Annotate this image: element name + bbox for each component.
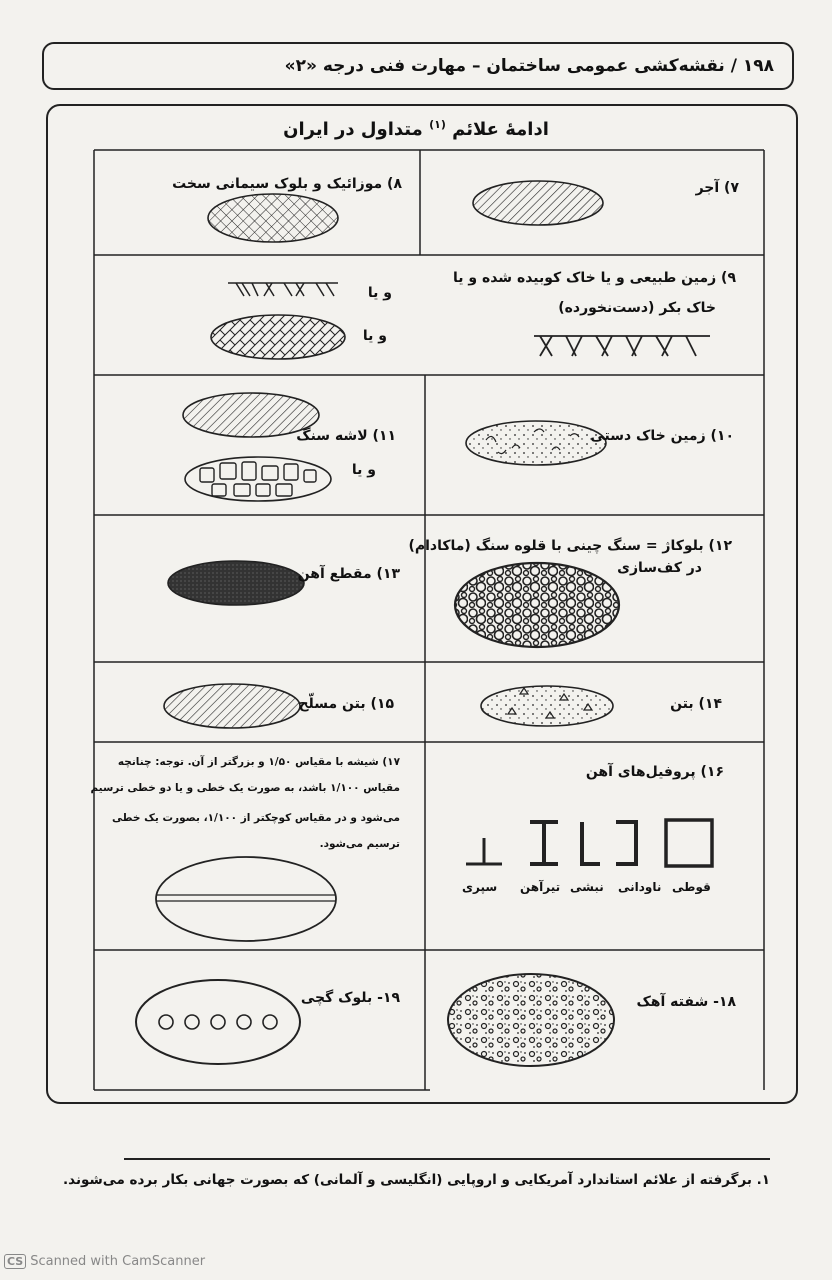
iron-section-symbol: [168, 561, 304, 605]
watermark-text: Scanned with CamScanner: [30, 1254, 206, 1269]
footnote-ref: (۱): [429, 118, 446, 131]
label-i-beam: تیرآهن: [520, 880, 561, 894]
label-or-2: و یا: [362, 328, 387, 344]
i-beam-profile: [530, 822, 558, 864]
footnote-text: ۱. برگرفته از علائم استاندارد آمریکایی و اروپایی (انگلیسی و آلمانی) که بصورت جهانی بکار برده می‌شوند.: [63, 1172, 770, 1188]
box-profile: [666, 820, 712, 866]
concrete-symbol: [481, 686, 613, 726]
rubble-stone-alt-symbol: [185, 457, 331, 501]
scanner-watermark: [4, 1254, 205, 1269]
label-channel: ناودانی: [618, 880, 662, 894]
label-mosaic: ۸) موزائیک و بلوک سیمانی سخت: [172, 176, 402, 192]
label-glass-2: مقیاس ۱/۱۰۰ باشد، به صورت یک خطی و یا دو خطی ترسیم: [90, 782, 400, 794]
label-reinforced-concrete: ۱۵) بتن مسلّح: [298, 696, 394, 712]
label-glass-4: ترسیم می‌شود.: [319, 838, 400, 850]
label-angle: نبشی: [570, 880, 604, 894]
label-or-1: و یا: [367, 285, 392, 301]
label-macadam-2: در کف‌سازی: [617, 560, 702, 576]
mosaic-symbol: [208, 194, 338, 242]
label-macadam-1: ۱۲) بلوکاژ = سنگ چینی با قلوه سنگ (ماکادام): [408, 538, 732, 554]
t-profile: [466, 838, 502, 864]
table-grid: [94, 150, 764, 1090]
label-glass-1: ۱۷) شیشه با مقیاس ۱/۵۰ و بزرگتر از آن. توجه: چنانچه: [117, 756, 400, 768]
section-title-suffix: متداول در ایران: [283, 119, 423, 140]
virgin-soil-symbol: [534, 336, 710, 356]
channel-profile: [616, 822, 636, 864]
label-iron-section: ۱۳) مقطع آهن: [297, 566, 400, 582]
label-concrete: ۱۴) بتن: [670, 696, 722, 712]
angle-profile: [582, 822, 600, 864]
compacted-soil-symbol: [211, 315, 345, 359]
label-brick: ۷) آجر: [695, 180, 739, 196]
iron-profiles: [466, 820, 712, 866]
label-rubble-or: و یا: [351, 462, 376, 478]
label-ground-2: خاک بکر (دست‌نخورده): [558, 300, 716, 316]
footnote-divider: [124, 1158, 770, 1160]
page-header-title: ۱۹۸ / نقشه‌کشی عمومی ساختمان – مهارت فنی درجه «۲»: [284, 56, 774, 76]
brick-symbol: [473, 181, 603, 225]
label-rubble: ۱۱) لاشه سنگ: [296, 428, 396, 444]
lime-mortar-symbol: [448, 974, 614, 1066]
gypsum-block-symbol: [136, 980, 300, 1064]
label-gypsum-block: ۱۹- بلوک گچی: [300, 990, 400, 1006]
label-t-profile: سپری: [462, 880, 498, 894]
label-lime-mortar: ۱۸- شفته آهک: [636, 994, 736, 1010]
label-glass-3: می‌شود و در مقیاس کوچکتر از ۱/۱۰۰، بصورت یک خطی: [112, 812, 400, 824]
fill-soil-symbol: [466, 421, 606, 465]
glass-symbol: [156, 857, 336, 941]
label-box: قوطی: [672, 880, 711, 894]
label-ground-1: ۹) زمین طبیعی و یا خاک کوبیده شده و یا: [452, 270, 736, 286]
label-fill-soil: ۱۰) زمین خاک دستی: [590, 428, 734, 444]
camscanner-logo: CS: [4, 1254, 26, 1269]
ground-symbol-strip: [228, 283, 338, 296]
label-iron-profiles: ۱۶) پروفیل‌های آهن: [585, 764, 724, 780]
section-title-text: ادامهٔ علائم: [452, 119, 549, 140]
macadam-symbol: [455, 563, 619, 647]
reinforced-concrete-symbol: [164, 684, 300, 728]
